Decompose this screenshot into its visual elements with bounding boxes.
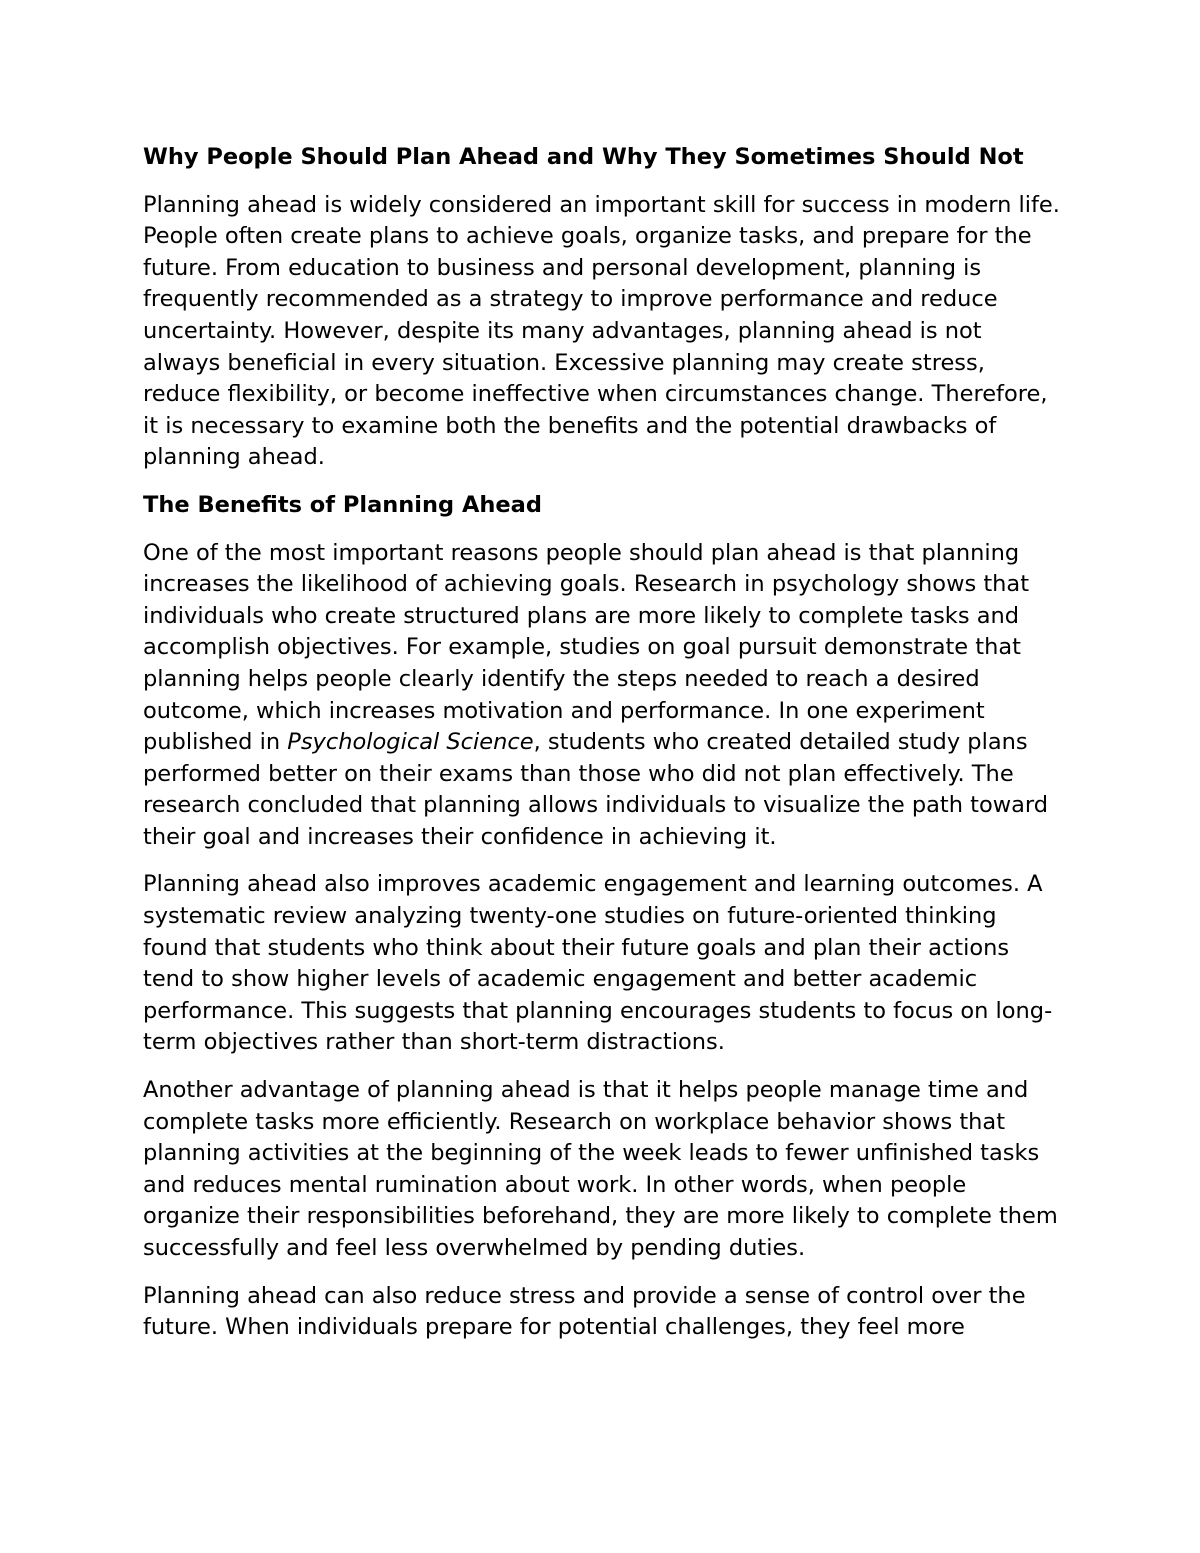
benefit-1-text-before: One of the most important reasons people should plan ahead is that planning increases the likelihood of achieving goals. Research in psychology shows that individuals who create structured plans are more likely to complete tasks and accomplish objectives. For example, studies on goal pursuit demonstrate that planning helps people clearly identify the steps needed to reach a desired outcome, which increases motivation and performance. In one experiment published in bbox=[143, 539, 1030, 756]
document-title: Why People Should Plan Ahead and Why They Sometimes Should Not bbox=[143, 144, 1024, 170]
benefit-paragraph-4: Planning ahead can also reduce stress and provide a sense of control over the future. When individuals prepare for potential challenges, they feel more bbox=[143, 1282, 1026, 1341]
section-heading: The Benefits of Planning Ahead bbox=[143, 491, 542, 518]
benefit-paragraph-1 bbox=[143, 538, 1060, 854]
benefit-paragraph-3: Another advantage of planning ahead is that it helps people manage time and complete tasks more efficiently. Research on workplace behavior shows that planning activities at the beginning of the week leads to fewer unfinished tasks and reduces mental rumination about work. In other words, when people organize their responsibilities beforehand, they are more likely to complete them successfully and feel less overwhelmed by pending duties. bbox=[143, 1077, 1058, 1261]
benefit-1-text-after: , students who created detailed study plans performed better on their exams than those who did not plan effectively. The research concluded that planning allows individuals to visualize the path toward their goal and increases their confidence in achieving it. bbox=[143, 729, 1049, 850]
benefit-paragraph-2: Planning ahead also improves academic engagement and learning outcomes. A systematic review analyzing twenty-one studies on future-oriented thinking found that students who think about their future goals and plan their actions tend to show higher levels of academic engagement and better academic performance. This suggests that planning encourages students to focus on long-term objectives rather than short-term distractions. bbox=[143, 871, 1053, 1056]
intro-paragraph: Planning ahead is widely considered an important skill for success in modern life. People often create plans to achieve goals, organize tasks, and prepare for the future. From education to business and personal development, planning is frequently recommended as a strategy to improve performance and reduce uncertainty. However, despite its many advantages, planning ahead is not always beneficial in every situation. Excessive planning may create stress, reduce flexibility, or become ineffective when circumstances change. Therefore, it is necessary to examine both the benefits and the potential drawbacks of planning ahead. bbox=[143, 191, 1060, 471]
journal-name: Psychological Science bbox=[287, 729, 534, 756]
